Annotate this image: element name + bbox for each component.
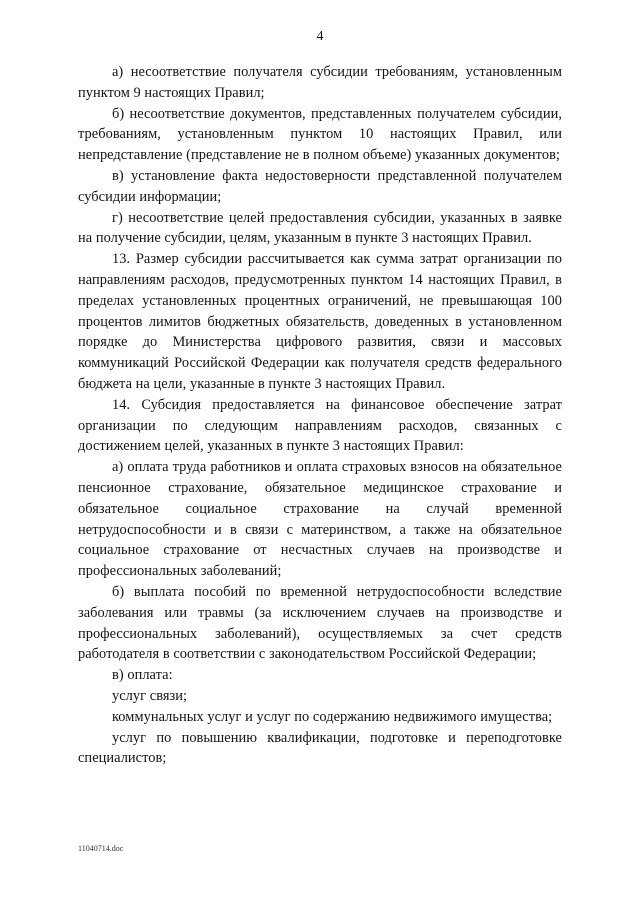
paragraph-14-subsidy-purposes: 14. Субсидия предоставляется на финансовое обеспечение затрат организации по следующим направлениям расходов, связанных с достижением целей, указанных в пункте 3 настоящих Правил: xyxy=(78,396,562,455)
paragraph-a-recipient-noncompliance: а) несоответствие получателя субсидии требованиям, установленным пунктом 9 настоящих Правил; xyxy=(78,64,562,101)
paragraph-b-documents-noncompliance: б) несоответствие документов, представленных получателем субсидии, требованиям, установленным пунктом 10 настоящих Правил, или непредставление (представление не в полном объеме) указанных документов; xyxy=(78,105,562,164)
paragraph-14a-wages-insurance: а) оплата труда работников и оплата страховых взносов на обязательное пенсионное страхование, обязательное медицинское страхование и обязательное социальное страхование на случай временной нетрудоспособности и в связи с материнством, а также на обязательное социальное страхование от несчастных случаев на производстве и профессиональных заболеваний; xyxy=(78,459,562,580)
document-file-code: 11040714.doc xyxy=(78,844,124,853)
list-item-training-services: услуг по повышению квалификации, подготовке и переподготовке специалистов; xyxy=(78,729,562,767)
page-number: 4 xyxy=(316,29,324,44)
paragraph-14v-payment: в) оплата: xyxy=(112,667,173,684)
paragraph-14b-sick-benefits: б) выплата пособий по временной нетрудоспособности вследствие заболевания или травмы (за исключением случаев на производстве и профессиональных заболеваний), осуществляемых за счет средств работодателя в соответствии с законодательством Российской Федерации; xyxy=(78,583,562,663)
paragraph-g-goals-mismatch: г) несоответствие целей предоставления субсидии, указанных в заявке на получение субсидии, целям, указанным в пункте 3 настоящих Правил. xyxy=(78,209,562,247)
document-body xyxy=(78,62,562,769)
paragraph-v-inaccurate-information: в) установление факта недостоверности представленной получателем субсидии информации; xyxy=(78,167,562,205)
list-item-communication-services: услуг связи; xyxy=(112,687,188,704)
list-item-utility-services: коммунальных услуг и услуг по содержанию недвижимого имущества; xyxy=(112,708,553,725)
paragraph-13-subsidy-amount: 13. Размер субсидии рассчитывается как сумма затрат организации по направлениям расходов, предусмотренных пунктом 14 настоящих Правил, в пределах установленных процентных ограничений, не превышающая 100 процентов лимитов бюджетных обязательств, доведенных в установленном порядке до Министерства цифрового развития, связи и массовых коммуникаций Российской Федерации как получателя средств федерального бюджета на цели, указанные в пункте 3 настоящих Правил. xyxy=(78,251,562,392)
